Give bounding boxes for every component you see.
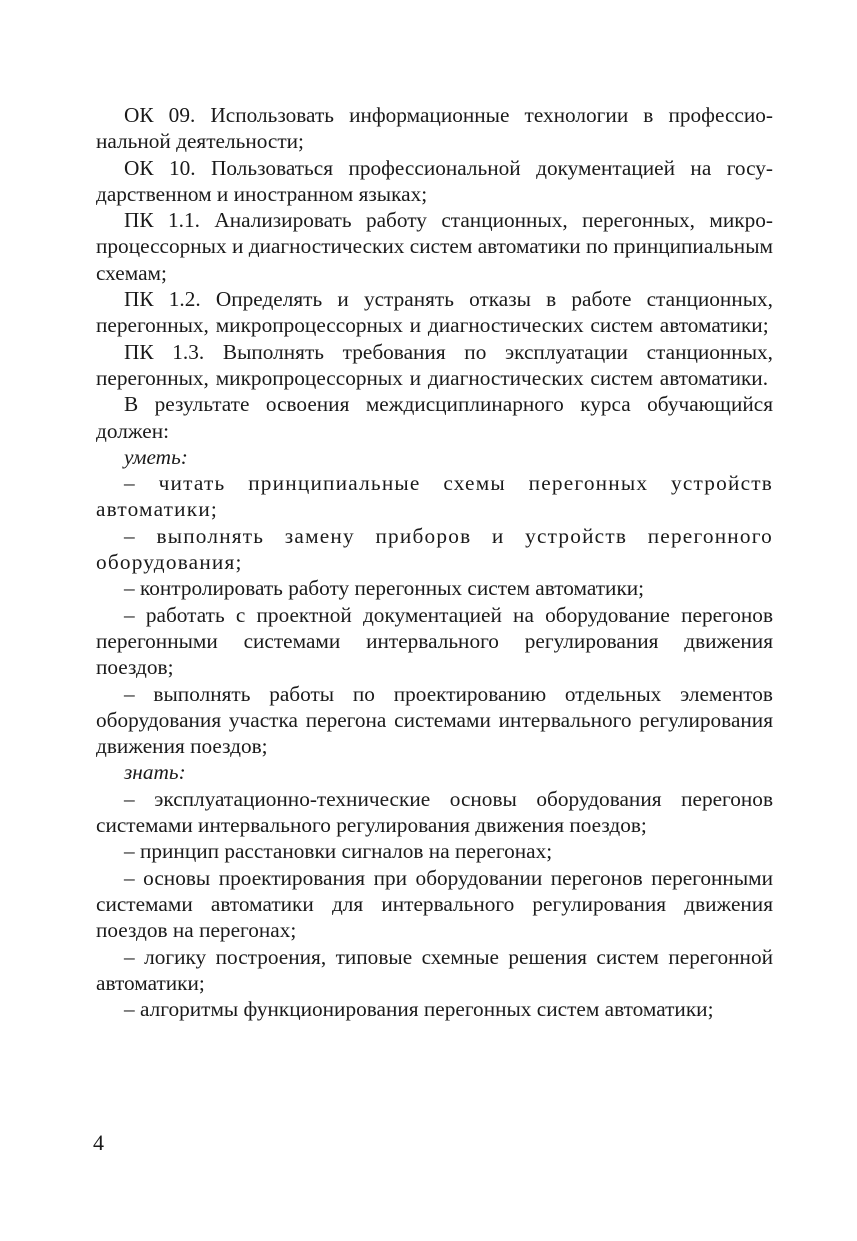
list-item-znat-1: – эксплуатационно-технические основы оборудования перегонов системами интервального регулирования движения поездов;	[96, 786, 773, 838]
paragraph-result-intro: В результате освоения междисциплинарного курса обучающийся должен:	[96, 392, 773, 443]
heading-znat: знать:	[124, 760, 186, 785]
list-item-znat-4: – логику построения, типовые схемные решения систем перегонной автоматики;	[96, 944, 773, 995]
list-item-znat-3: – основы проектирования при оборудовании перегонов перегонными системами автоматики для интервального регулирования движения поездов на перегонах;	[96, 865, 773, 943]
body-text	[96, 102, 773, 1022]
list-item-znat-2: – принцип расстановки сигналов на перегонах;	[124, 839, 553, 864]
list-item-znat-5: – алгоритмы функционирования перегонных систем автоматики;	[124, 997, 714, 1022]
list-item-umet-3: – контролировать работу перегонных систем автоматики;	[124, 576, 645, 601]
list-item-umet-1: – читать принципиальные схемы перегонных устройств автоматики;	[96, 471, 773, 522]
page-number: 4	[93, 1130, 104, 1155]
list-item-umet-5: – выполнять работы по проектированию отдельных элементов оборудования участка перегона системами интервального регулирования движения поездов;	[96, 681, 773, 759]
list-item-umet-2: – выполнять замену приборов и устройств перегонного оборудования;	[96, 523, 773, 575]
paragraph-ok09: ОК 09. Использовать информационные технологии в профессиональной деятельности;	[96, 103, 773, 154]
paragraph-pk13: ПК 1.3. Выполнять требования по эксплуатации станционных, перегонных, микропроцессорных и диагностических систем автоматики.	[96, 339, 773, 390]
paragraph-ok10: ОК 10. Пользоваться профессиональной документацией на государственном и иностранном языках;	[96, 155, 773, 206]
paragraph-pk12: ПК 1.2. Определять и устранять отказы в работе станционных, перегонных, микропроцессорных и диагностических систем автоматики;	[96, 287, 773, 338]
heading-umet: уметь:	[124, 444, 188, 469]
paragraph-pk11: ПК 1.1. Анализировать работу станционных, перегонных, микропроцессорных и диагностических систем автоматики по принципиальным схемам;	[96, 208, 773, 285]
list-item-umet-4: – работать с проектной документацией на оборудование перегонов перегонными системами интервального регулирования движения поездов;	[96, 602, 773, 680]
